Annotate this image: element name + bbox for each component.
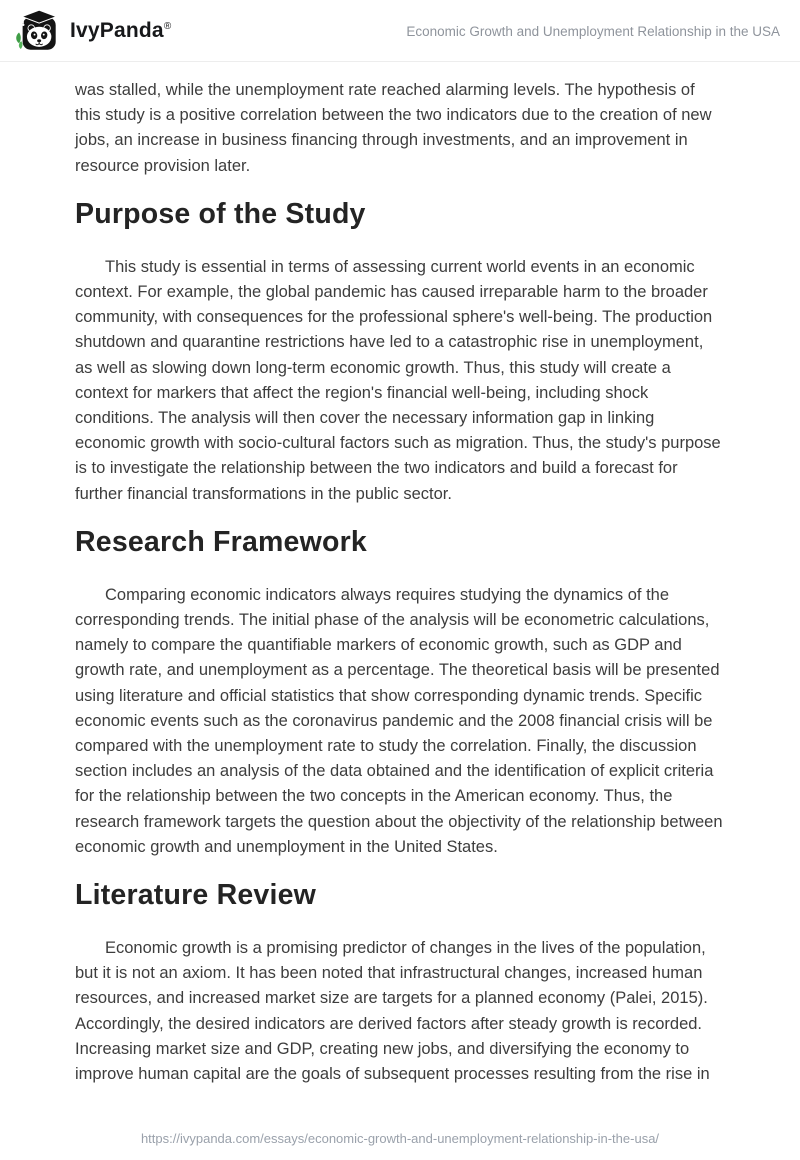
section-literature-review bbox=[75, 878, 724, 1087]
brand bbox=[14, 8, 171, 54]
section-paragraph: Economic growth is a promising predictor of changes in the lives of the population, but it is not an axiom. It has been noted that infrastructural changes, increased human resources, and increased market size are targets for a planned economy (Palei, 2015). Accordingly, the desired indicators are derived factors after steady growth is recorded. Increasing market size and GDP, creating new jobs, and diversifying the economy to improve human capital are the goals of subsequent processes resulting from the rise in bbox=[75, 939, 710, 1084]
section-heading: Research Framework bbox=[75, 525, 367, 558]
section-heading: Literature Review bbox=[75, 879, 316, 912]
source-url: https://ivypanda.com/essays/economic-growth-and-unemployment-relationship-in-the-usa/ bbox=[140, 1131, 660, 1146]
paragraph-continuation: was stalled, while the unemployment rate reached alarming levels. The hypothesis of this study is a positive correlation between the two indicators due to the creation of new jobs, an increase in business financing through investments, and an improvement in resource provision later. bbox=[75, 81, 712, 175]
brand-text: IvyPanda bbox=[70, 18, 164, 42]
section-purpose-of-the-study bbox=[75, 197, 724, 507]
article-body bbox=[0, 62, 800, 1087]
brand-name bbox=[70, 19, 171, 43]
section-paragraph: Comparing economic indicators always requires studying the dynamics of the corresponding trends. The initial phase of the analysis will be econometric calculations, namely to compare the quantifiable markers of economic growth, such as GDP and growth rate, and unemployment as a percentage. The theoretical basis will be presented using literature and official statistics that show corresponding dynamic trends. Specific economic events such as the coronavirus pandemic and the 2008 financial crisis will be compared with the unemployment rate to study the correlation. Finally, the discussion section includes an analysis of the data obtained and the identification of explicit criteria for the relationship between the two concepts in the American economy. Thus, the research framework targets the question about the objectivity of the relationship between economic growth and unemployment in the United States. bbox=[75, 585, 723, 856]
document-title: Economic Growth and Unemployment Relationship in the USA bbox=[406, 24, 780, 39]
section-heading: Purpose of the Study bbox=[75, 197, 366, 230]
section-research-framework bbox=[75, 525, 724, 860]
page-footer bbox=[0, 1131, 800, 1146]
ivypanda-logo-icon bbox=[14, 8, 60, 54]
section-paragraph: This study is essential in terms of assessing current world events in an economic context. For example, the global pandemic has caused irreparable harm to the broader community, with consequences for the professional sphere's well-being. The production shutdown and quarantine restrictions have led to a catastrophic rise in unemployment, as well as slowing down long-term economic growth. Thus, this study will create a context for markers that affect the region's financial well-being, including shock conditions. The analysis will then cover the necessary information gap in linking economic growth with socio-cultural factors such as migration. Thus, the study's purpose is to investigate the relationship between the two indicators and build a forecast for further financial transformations in the public sector. bbox=[75, 257, 721, 503]
registered-mark: ® bbox=[163, 20, 172, 32]
page-header bbox=[0, 0, 800, 62]
